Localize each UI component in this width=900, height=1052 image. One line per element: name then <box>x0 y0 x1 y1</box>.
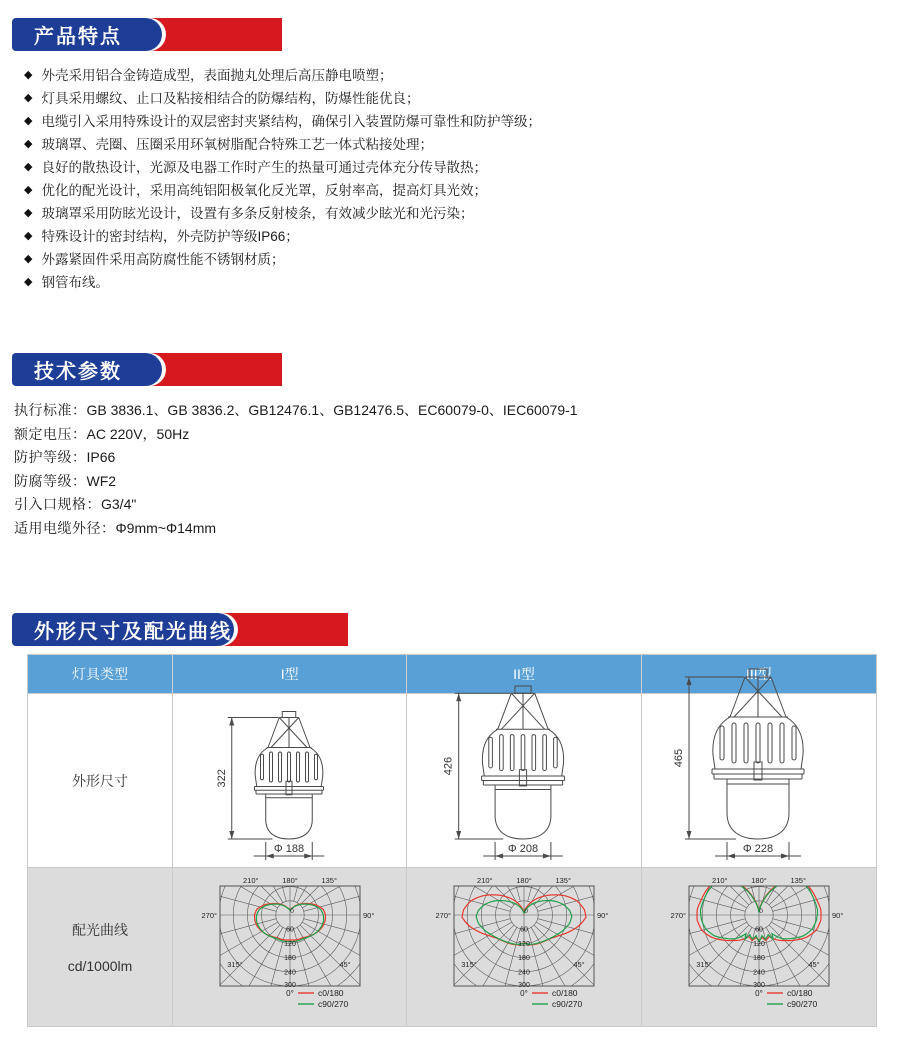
svg-text:315°: 315° <box>696 960 712 969</box>
svg-text:c0/180: c0/180 <box>786 988 813 998</box>
curves-row <box>28 867 876 1026</box>
svg-text:240: 240 <box>752 969 765 977</box>
svg-text:135°: 135° <box>321 876 337 885</box>
svg-text:180: 180 <box>752 955 765 963</box>
banner-red-ribbon <box>142 353 282 386</box>
svg-text:0: 0 <box>289 908 294 915</box>
spec-row <box>14 446 900 470</box>
svg-text:45°: 45° <box>808 960 820 969</box>
feature-list <box>24 64 900 294</box>
lamp-drawing-type-ii <box>407 693 641 867</box>
feature-item <box>24 248 900 271</box>
diamond-bullet-icon: ◆ <box>24 161 33 173</box>
banner-red-ribbon <box>142 18 282 51</box>
feature-text: 优化的配光设计，采用高纯铝阳极氧化反光罩，反射率高，提高灯具光效； <box>41 183 487 198</box>
feature-item <box>24 110 900 133</box>
svg-text:90°: 90° <box>596 911 609 920</box>
svg-text:210°: 210° <box>477 876 493 885</box>
spec-value: G3/4" <box>101 496 137 512</box>
dimensions-row <box>28 693 876 867</box>
feature-text: 电缆引入采用特殊设计的双层密封夹紧结构，确保引入装置防爆可靠性和防护等级； <box>41 114 541 129</box>
svg-text:120: 120 <box>518 940 530 948</box>
feature-text: 玻璃罩、壳圈、压圈采用环氧树脂配合特殊工艺一体式粘接处理； <box>41 137 433 152</box>
svg-text:180: 180 <box>518 955 530 963</box>
svg-text:45°: 45° <box>573 960 585 969</box>
svg-text:60: 60 <box>285 926 294 934</box>
svg-text:426: 426 <box>443 756 456 776</box>
spec-label: 防腐等级： <box>14 472 87 489</box>
svg-text:45°: 45° <box>338 960 351 969</box>
feature-text: 外露紧固件采用高防腐性能不锈钢材质； <box>41 252 285 267</box>
diamond-bullet-icon: ◆ <box>24 207 33 219</box>
spec-label: 适用电缆外径： <box>14 519 116 536</box>
table-header-type-iii: III型 <box>642 655 876 693</box>
svg-text:60: 60 <box>754 926 763 934</box>
feature-item <box>24 271 900 294</box>
svg-text:90°: 90° <box>362 911 374 920</box>
svg-text:c90/270: c90/270 <box>551 999 583 1009</box>
spec-label: 执行标准： <box>14 402 87 418</box>
svg-text:0: 0 <box>759 908 763 915</box>
svg-text:c90/270: c90/270 <box>786 999 818 1009</box>
diamond-bullet-icon: ◆ <box>24 138 33 150</box>
svg-text:322: 322 <box>215 769 228 788</box>
feature-item <box>24 64 900 87</box>
spec-row <box>14 470 900 494</box>
diamond-bullet-icon: ◆ <box>24 253 33 265</box>
svg-text:Φ 188: Φ 188 <box>274 843 305 855</box>
spec-value: WF2 <box>86 472 117 489</box>
spec-value: AC 220V，50Hz <box>86 425 190 442</box>
dimensions-row-label: 外形尺寸 <box>28 693 173 867</box>
svg-text:120: 120 <box>283 940 296 948</box>
diamond-bullet-icon: ◆ <box>24 92 33 104</box>
svg-text:135°: 135° <box>790 876 806 885</box>
feature-item <box>24 133 900 156</box>
svg-text:240: 240 <box>518 969 530 977</box>
feature-text: 特殊设计的密封结构，外壳防护等级IP66； <box>41 229 299 244</box>
curves-row-label <box>28 867 173 1026</box>
svg-text:Φ 208: Φ 208 <box>508 843 539 855</box>
svg-text:180°: 180° <box>281 876 298 885</box>
feature-text: 良好的散热设计，光源及电器工作时产生的热量可通过壳体充分传导散热； <box>41 160 487 175</box>
curves-row-label-line1: 配光曲线 <box>72 922 128 938</box>
spec-row <box>14 517 900 541</box>
svg-text:270°: 270° <box>670 911 686 920</box>
svg-text:Φ 228: Φ 228 <box>743 843 774 855</box>
spec-label: 防护等级： <box>14 449 87 465</box>
spec-value: Φ9mm~Φ14mm <box>115 519 217 536</box>
svg-text:210°: 210° <box>242 876 259 885</box>
section-banner-features <box>12 18 900 51</box>
svg-text:180: 180 <box>283 955 296 963</box>
diamond-bullet-icon: ◆ <box>24 69 33 81</box>
feature-text: 外壳采用铝合金铸造成型，表面抛丸处理后高压静电喷塑； <box>41 68 393 83</box>
svg-text:c0/180: c0/180 <box>317 988 344 998</box>
table-header-type-i: I型 <box>173 655 407 693</box>
photometric-chart-type-iii <box>642 867 876 1026</box>
feature-text: 灯具采用螺纹、止口及粘接相结合的防爆结构，防爆性能优良； <box>41 91 420 106</box>
curves-row-label-line2: cd/1000lm <box>67 958 133 974</box>
outline-table <box>27 654 877 1027</box>
feature-item <box>24 179 900 202</box>
spec-row <box>14 399 900 423</box>
svg-text:c90/270: c90/270 <box>317 999 348 1009</box>
photometric-chart-type-i <box>173 867 407 1026</box>
svg-text:465: 465 <box>673 748 686 768</box>
svg-text:300: 300 <box>518 982 530 989</box>
svg-text:270°: 270° <box>201 911 217 920</box>
section-banner-outline <box>12 613 900 646</box>
lamp-drawing-type-iii <box>642 693 876 867</box>
svg-text:0°: 0° <box>520 989 528 998</box>
photometric-chart-type-ii <box>407 867 641 1026</box>
table-header-lamp-type: 灯具类型 <box>28 655 173 693</box>
svg-text:180°: 180° <box>751 876 767 885</box>
feature-item <box>24 156 900 179</box>
diamond-bullet-icon: ◆ <box>24 276 33 288</box>
svg-text:90°: 90° <box>831 911 844 920</box>
diamond-bullet-icon: ◆ <box>24 115 33 127</box>
spec-value: GB 3836.1、GB 3836.2、GB12476.1、GB12476.5、EC60079-0、IEC60079-1 <box>86 402 578 418</box>
spec-row <box>14 493 900 517</box>
datasheet-page <box>0 18 900 1052</box>
feature-text: 玻璃罩采用防眩光设计，设置有多条反射棱条，有效减少眩光和光污染； <box>41 206 474 221</box>
spec-label: 引入口规格： <box>14 496 101 512</box>
spec-value: IP66 <box>86 449 116 465</box>
svg-text:0°: 0° <box>754 989 763 998</box>
svg-text:60: 60 <box>520 926 528 934</box>
feature-item <box>24 225 900 248</box>
section-title-outline: 外形尺寸及配光曲线 <box>12 613 234 646</box>
spec-label: 额定电压： <box>14 425 87 442</box>
svg-text:270°: 270° <box>435 911 451 920</box>
diamond-bullet-icon: ◆ <box>24 184 33 196</box>
svg-text:240: 240 <box>283 969 296 977</box>
section-banner-specs <box>12 353 900 386</box>
spec-row <box>14 423 900 447</box>
svg-text:0: 0 <box>524 908 528 915</box>
svg-text:135°: 135° <box>555 876 571 885</box>
spec-list <box>14 399 900 540</box>
svg-text:315°: 315° <box>226 960 243 969</box>
feature-item <box>24 202 900 225</box>
svg-text:300: 300 <box>752 982 765 989</box>
svg-text:300: 300 <box>283 982 296 989</box>
lamp-drawing-type-i <box>173 693 407 867</box>
diamond-bullet-icon: ◆ <box>24 230 33 242</box>
svg-text:180°: 180° <box>516 876 532 885</box>
feature-text: 钢管布线。 <box>41 275 109 290</box>
feature-item <box>24 87 900 110</box>
svg-text:120: 120 <box>752 940 765 948</box>
section-title-specs: 技术参数 <box>12 353 162 386</box>
svg-text:c0/180: c0/180 <box>551 988 578 998</box>
svg-text:315°: 315° <box>461 960 477 969</box>
table-header-type-ii: II型 <box>407 655 641 693</box>
svg-text:210°: 210° <box>711 876 728 885</box>
section-title-features: 产品特点 <box>12 18 162 51</box>
svg-text:0°: 0° <box>285 989 294 998</box>
